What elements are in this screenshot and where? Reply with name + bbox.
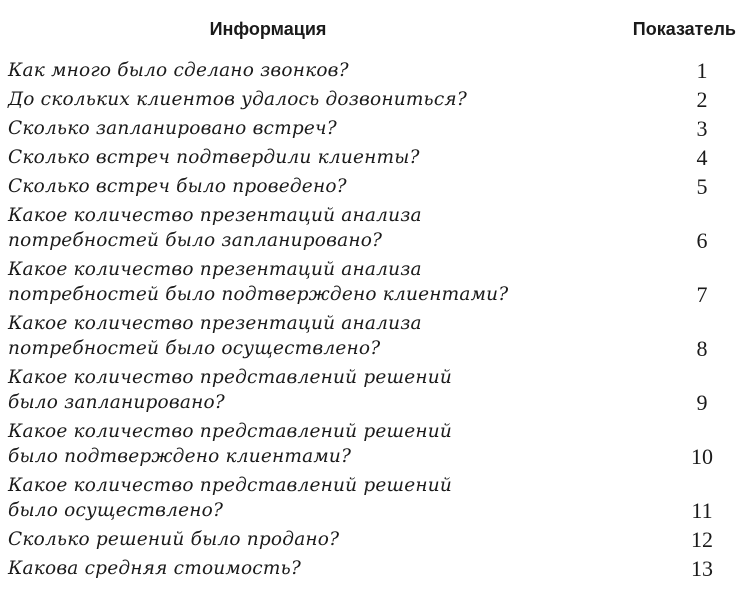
question-cell: [8, 307, 588, 361]
indicator-value: 3: [696, 116, 708, 141]
question-cell: [8, 50, 588, 83]
indicator-value: 12: [691, 527, 713, 552]
table-row: [8, 50, 736, 83]
question-text-line: Какое количество представлений решений: [8, 367, 453, 388]
question-cell: [8, 361, 588, 415]
question-cell: [8, 112, 588, 141]
indicator-value: 13: [691, 556, 713, 581]
table-row: [8, 415, 736, 469]
table-row: [8, 307, 736, 361]
question-text-line: было подтверждено клиентами?: [8, 446, 352, 467]
indicator-value: 4: [696, 145, 708, 170]
indicator-value: 2: [696, 87, 708, 112]
question-text-line: было запланировано?: [8, 392, 225, 413]
indicator-value: 8: [696, 336, 708, 361]
table-row: [8, 141, 736, 170]
question-text-line: Как много было сделано звонков?: [8, 60, 349, 81]
indicator-value: 10: [691, 444, 713, 469]
question-cell: [8, 552, 588, 581]
question-text-line: Какое количество представлений решений: [8, 475, 453, 496]
table-row: [8, 199, 736, 253]
question-text-line: До скольких клиентов удалось дозвониться?: [8, 89, 467, 110]
question-cell: [8, 253, 588, 307]
table-row: [8, 170, 736, 199]
table-row: [8, 523, 736, 552]
indicator-value: 6: [696, 228, 708, 253]
question-text-line: Какое количество презентаций анализа: [8, 313, 422, 334]
question-cell: [8, 141, 588, 170]
question-text-line: Сколько запланировано встреч?: [8, 118, 337, 139]
header-value: Показатель: [632, 18, 736, 39]
question-text-line: Какова средняя стоимость?: [8, 558, 301, 579]
question-text-line: Сколько встреч подтвердили клиенты?: [8, 147, 420, 168]
question-cell: [8, 415, 588, 469]
question-cell: [8, 199, 588, 253]
question-cell: [8, 170, 588, 199]
table-row: [8, 469, 736, 523]
question-text-line: Сколько решений было продано?: [8, 529, 340, 550]
indicator-value: 9: [696, 390, 708, 415]
question-text-line: потребностей было осуществлено?: [8, 338, 381, 359]
table-body: [8, 50, 736, 581]
table-header-row: [8, 8, 736, 50]
question-cell: [8, 469, 588, 523]
question-text-line: Сколько встреч было проведено?: [8, 176, 347, 197]
question-text-line: Какое количество презентаций анализа: [8, 259, 422, 280]
question-text-line: было осуществлено?: [8, 500, 224, 521]
indicator-value: 11: [691, 498, 713, 523]
question-text-line: потребностей было запланировано?: [8, 230, 383, 251]
table-row: [8, 253, 736, 307]
question-cell: [8, 83, 588, 112]
indicator-value: 5: [696, 174, 708, 199]
header-info: Информация: [209, 18, 327, 39]
question-cell: [8, 523, 588, 552]
indicator-value: 7: [696, 282, 708, 307]
question-text-line: Какое количество презентаций анализа: [8, 205, 422, 226]
table-row: [8, 552, 736, 581]
indicator-value: 1: [696, 58, 708, 83]
table-row: [8, 112, 736, 141]
question-text-line: Какое количество представлений решений: [8, 421, 453, 442]
table-row: [8, 83, 736, 112]
question-text-line: потребностей было подтверждено клиентами?: [8, 284, 509, 305]
metrics-table: [8, 8, 736, 581]
table-row: [8, 361, 736, 415]
